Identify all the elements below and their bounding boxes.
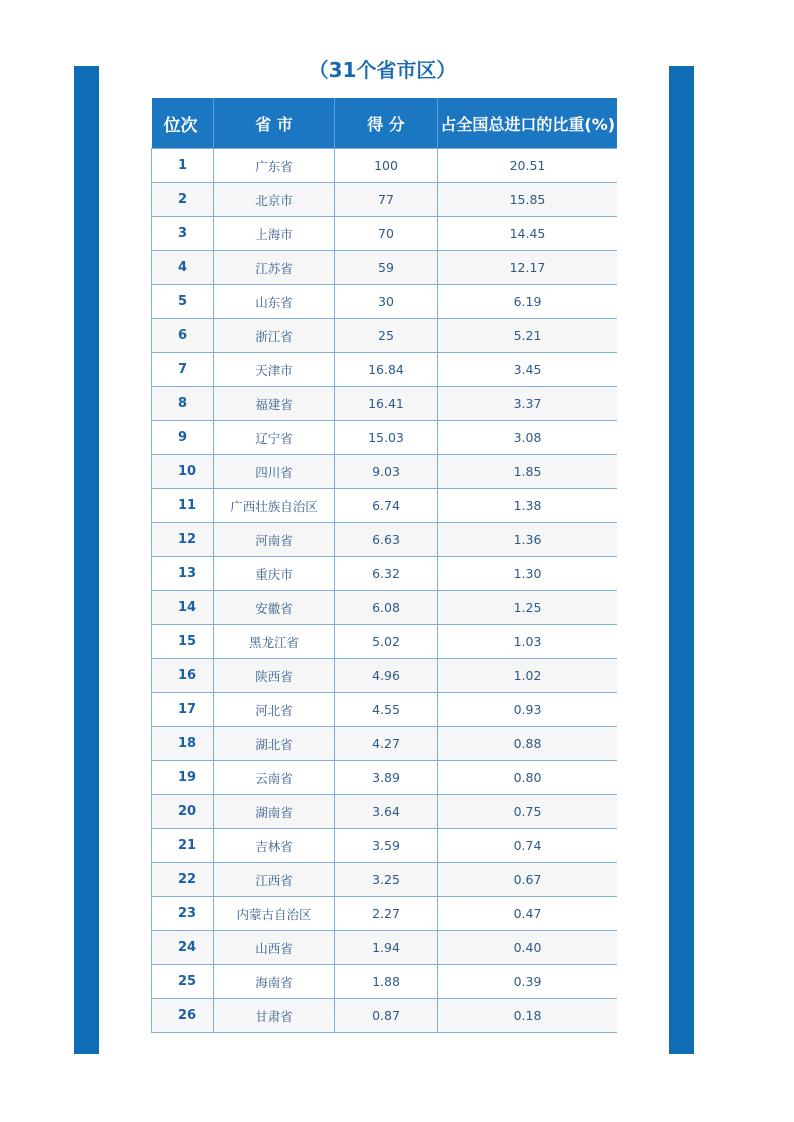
share-cell: 1.02: [438, 659, 618, 693]
province-cell: 湖南省: [214, 795, 335, 829]
score-cell: 6.08: [335, 591, 438, 625]
rank-cell: 16: [152, 659, 214, 693]
right-decorative-bar: [669, 66, 694, 1054]
score-cell: 5.02: [335, 625, 438, 659]
score-cell: 3.64: [335, 795, 438, 829]
rank-cell: 15: [152, 625, 214, 659]
share-cell: 0.74: [438, 829, 618, 863]
rank-cell: 2: [152, 183, 214, 217]
province-cell: 河南省: [214, 523, 335, 557]
rank-cell: 26: [152, 999, 214, 1033]
rank-cell: 10: [152, 455, 214, 489]
rank-cell: 3: [152, 217, 214, 251]
province-cell: 广东省: [214, 149, 335, 183]
share-cell: 0.47: [438, 897, 618, 931]
share-cell: 0.80: [438, 761, 618, 795]
score-cell: 25: [335, 319, 438, 353]
table-row: [152, 727, 618, 761]
table-row: [152, 761, 618, 795]
rank-cell: 24: [152, 931, 214, 965]
rank-cell: 13: [152, 557, 214, 591]
province-cell: 上海市: [214, 217, 335, 251]
rank-cell: 18: [152, 727, 214, 761]
share-cell: 3.45: [438, 353, 618, 387]
rank-cell: 6: [152, 319, 214, 353]
rank-cell: 4: [152, 251, 214, 285]
score-cell: 70: [335, 217, 438, 251]
rank-cell: 7: [152, 353, 214, 387]
table-row: [152, 557, 618, 591]
rank-cell: 17: [152, 693, 214, 727]
ranking-table: [151, 98, 617, 1033]
score-cell: 3.59: [335, 829, 438, 863]
table-header-row: [152, 98, 618, 149]
score-cell: 30: [335, 285, 438, 319]
table-row: [152, 523, 618, 557]
province-cell: 吉林省: [214, 829, 335, 863]
table-row: [152, 455, 618, 489]
table-row: [152, 387, 618, 421]
rank-cell: 25: [152, 965, 214, 999]
table-row: [152, 829, 618, 863]
province-cell: 北京市: [214, 183, 335, 217]
province-cell: 江西省: [214, 863, 335, 897]
province-cell: 四川省: [214, 455, 335, 489]
table-row: [152, 659, 618, 693]
province-cell: 辽宁省: [214, 421, 335, 455]
share-cell: 5.21: [438, 319, 618, 353]
province-cell: 内蒙古自治区: [214, 897, 335, 931]
header-rank: 位次: [152, 98, 214, 149]
score-cell: 6.63: [335, 523, 438, 557]
share-cell: 1.30: [438, 557, 618, 591]
table-row: [152, 897, 618, 931]
header-province: 省 市: [214, 98, 335, 149]
province-cell: 广西壮族自治区: [214, 489, 335, 523]
share-cell: 0.93: [438, 693, 618, 727]
table-row: [152, 353, 618, 387]
table-row: [152, 625, 618, 659]
province-cell: 黑龙江省: [214, 625, 335, 659]
table-row: [152, 217, 618, 251]
score-cell: 59: [335, 251, 438, 285]
province-cell: 陕西省: [214, 659, 335, 693]
rank-cell: 5: [152, 285, 214, 319]
rank-cell: 21: [152, 829, 214, 863]
score-cell: 3.89: [335, 761, 438, 795]
score-cell: 6.74: [335, 489, 438, 523]
rank-cell: 11: [152, 489, 214, 523]
score-cell: 1.88: [335, 965, 438, 999]
province-cell: 浙江省: [214, 319, 335, 353]
score-cell: 6.32: [335, 557, 438, 591]
rank-cell: 19: [152, 761, 214, 795]
table-row: [152, 149, 618, 183]
score-cell: 4.55: [335, 693, 438, 727]
table-row: [152, 693, 618, 727]
share-cell: 20.51: [438, 149, 618, 183]
score-cell: 4.27: [335, 727, 438, 761]
rank-cell: 8: [152, 387, 214, 421]
table-row: [152, 999, 618, 1033]
province-cell: 甘肃省: [214, 999, 335, 1033]
province-cell: 山西省: [214, 931, 335, 965]
share-cell: 1.03: [438, 625, 618, 659]
score-cell: 3.25: [335, 863, 438, 897]
score-cell: 15.03: [335, 421, 438, 455]
rank-cell: 22: [152, 863, 214, 897]
table-row: [152, 251, 618, 285]
province-cell: 安徽省: [214, 591, 335, 625]
score-cell: 16.41: [335, 387, 438, 421]
table-row: [152, 591, 618, 625]
share-cell: 0.39: [438, 965, 618, 999]
rank-cell: 1: [152, 149, 214, 183]
score-cell: 9.03: [335, 455, 438, 489]
score-cell: 16.84: [335, 353, 438, 387]
table-row: [152, 183, 618, 217]
share-cell: 1.38: [438, 489, 618, 523]
score-cell: 2.27: [335, 897, 438, 931]
header-import-share: 占全国总进口的比重(%): [438, 98, 618, 149]
score-cell: 100: [335, 149, 438, 183]
share-cell: 3.37: [438, 387, 618, 421]
header-score: 得 分: [335, 98, 438, 149]
share-cell: 1.25: [438, 591, 618, 625]
table-row: [152, 795, 618, 829]
table-row: [152, 489, 618, 523]
province-cell: 海南省: [214, 965, 335, 999]
province-cell: 湖北省: [214, 727, 335, 761]
share-cell: 0.75: [438, 795, 618, 829]
share-cell: 3.08: [438, 421, 618, 455]
province-cell: 天津市: [214, 353, 335, 387]
rank-cell: 12: [152, 523, 214, 557]
share-cell: 6.19: [438, 285, 618, 319]
rank-cell: 23: [152, 897, 214, 931]
share-cell: 15.85: [438, 183, 618, 217]
score-cell: 0.87: [335, 999, 438, 1033]
province-cell: 福建省: [214, 387, 335, 421]
table-row: [152, 931, 618, 965]
province-cell: 山东省: [214, 285, 335, 319]
score-cell: 77: [335, 183, 438, 217]
share-cell: 0.40: [438, 931, 618, 965]
rank-cell: 20: [152, 795, 214, 829]
share-cell: 0.67: [438, 863, 618, 897]
score-cell: 1.94: [335, 931, 438, 965]
province-cell: 重庆市: [214, 557, 335, 591]
province-cell: 河北省: [214, 693, 335, 727]
province-cell: 云南省: [214, 761, 335, 795]
score-cell: 4.96: [335, 659, 438, 693]
table-row: [152, 421, 618, 455]
share-cell: 1.36: [438, 523, 618, 557]
rank-cell: 9: [152, 421, 214, 455]
province-cell: 江苏省: [214, 251, 335, 285]
table-row: [152, 285, 618, 319]
rank-cell: 14: [152, 591, 214, 625]
table-row: [152, 965, 618, 999]
share-cell: 0.88: [438, 727, 618, 761]
table-row: [152, 863, 618, 897]
table-row: [152, 319, 618, 353]
share-cell: 12.17: [438, 251, 618, 285]
page-subtitle: （31个省市区）: [308, 58, 457, 82]
share-cell: 14.45: [438, 217, 618, 251]
share-cell: 1.85: [438, 455, 618, 489]
ranking-table-container: [151, 98, 617, 1056]
share-cell: 0.18: [438, 999, 618, 1033]
left-decorative-bar: [74, 66, 99, 1054]
